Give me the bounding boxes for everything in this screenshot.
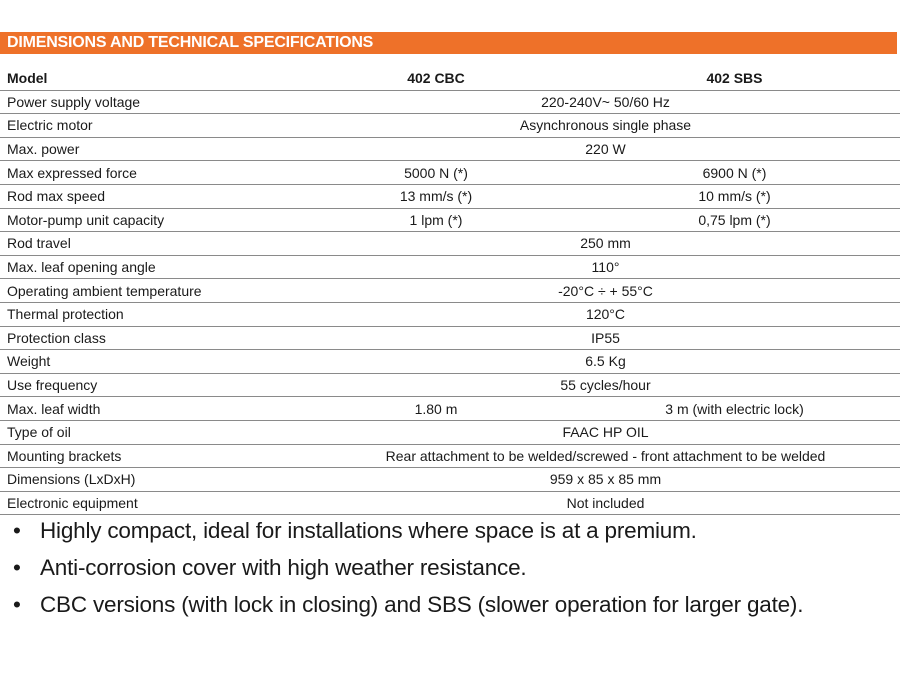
table-row <box>0 232 900 256</box>
spec-value-402-cbc: 1 lpm (*) <box>307 208 565 232</box>
spec-label: Max. leaf opening angle <box>0 255 307 279</box>
table-row <box>0 444 900 468</box>
spec-label: Max expressed force <box>0 161 307 185</box>
table-row <box>0 184 900 208</box>
spec-value-402-sbs: 6900 N (*) <box>565 161 900 185</box>
spec-label: Rod max speed <box>0 184 307 208</box>
spec-label: Power supply voltage <box>0 90 307 114</box>
table-header-row <box>0 67 900 90</box>
spec-label: Mounting brackets <box>0 444 307 468</box>
column-header-402-cbc: 402 CBC <box>307 67 565 90</box>
bullet-icon: • <box>13 518 21 543</box>
table-row <box>0 302 900 326</box>
table-row <box>0 90 900 114</box>
spec-label: Max. leaf width <box>0 397 307 421</box>
column-header-model: Model <box>0 67 307 90</box>
spec-label: Dimensions (LxDxH) <box>0 468 307 492</box>
spec-label: Type of oil <box>0 420 307 444</box>
table-row <box>0 420 900 444</box>
spec-label: Motor-pump unit capacity <box>0 208 307 232</box>
feature-list-item <box>0 549 900 586</box>
feature-text: Anti-corrosion cover with high weather resistance. <box>40 555 527 580</box>
spec-value-402-sbs: 3 m (with electric lock) <box>565 397 900 421</box>
table-row <box>0 255 900 279</box>
spec-value-402-cbc: 5000 N (*) <box>307 161 565 185</box>
spec-label: Use frequency <box>0 373 307 397</box>
spec-label: Rod travel <box>0 232 307 256</box>
spec-table-body <box>0 67 900 515</box>
spec-value: Rear attachment to be welded/screwed - front attachment to be welded <box>307 444 900 468</box>
table-row <box>0 373 900 397</box>
feature-list <box>0 512 900 623</box>
table-row <box>0 350 900 374</box>
spec-value: 110° <box>307 255 900 279</box>
spec-value: Not included <box>307 491 900 515</box>
spec-value-402-cbc: 13 mm/s (*) <box>307 184 565 208</box>
spec-value: 55 cycles/hour <box>307 373 900 397</box>
table-row <box>0 326 900 350</box>
spec-table <box>0 67 900 515</box>
feature-text: Highly compact, ideal for installations where space is at a premium. <box>40 518 697 543</box>
spec-value: 220 W <box>307 137 900 161</box>
table-row <box>0 114 900 138</box>
spec-value: IP55 <box>307 326 900 350</box>
table-row <box>0 279 900 303</box>
spec-value-402-sbs: 10 mm/s (*) <box>565 184 900 208</box>
bullet-icon: • <box>13 592 21 617</box>
spec-value: -20°C ÷ + 55°C <box>307 279 900 303</box>
bullet-icon: • <box>13 555 21 580</box>
table-row <box>0 137 900 161</box>
column-header-402-sbs: 402 SBS <box>565 67 900 90</box>
spec-value: 959 x 85 x 85 mm <box>307 468 900 492</box>
spec-label: Max. power <box>0 137 307 161</box>
spec-value-402-sbs: 0,75 lpm (*) <box>565 208 900 232</box>
section-header <box>0 32 897 54</box>
table-row <box>0 397 900 421</box>
spec-value: FAAC HP OIL <box>307 420 900 444</box>
spec-value: Asynchronous single phase <box>307 114 900 138</box>
spec-value: 220-240V~ 50/60 Hz <box>307 90 900 114</box>
spec-label: Weight <box>0 350 307 374</box>
section-title: DIMENSIONS AND TECHNICAL SPECIFICATIONS <box>7 34 374 51</box>
table-row <box>0 468 900 492</box>
spec-label: Electronic equipment <box>0 491 307 515</box>
spec-label: Protection class <box>0 326 307 350</box>
spec-label: Operating ambient temperature <box>0 279 307 303</box>
feature-list-item <box>0 586 900 623</box>
spec-value: 120°C <box>307 302 900 326</box>
spec-label: Thermal protection <box>0 302 307 326</box>
spec-label: Electric motor <box>0 114 307 138</box>
table-row <box>0 161 900 185</box>
feature-list-item <box>0 512 900 549</box>
spec-value: 250 mm <box>307 232 900 256</box>
spec-value: 6.5 Kg <box>307 350 900 374</box>
spec-value-402-cbc: 1.80 m <box>307 397 565 421</box>
feature-text: CBC versions (with lock in closing) and SBS (slower operation for larger gate). <box>40 592 804 617</box>
table-row <box>0 208 900 232</box>
